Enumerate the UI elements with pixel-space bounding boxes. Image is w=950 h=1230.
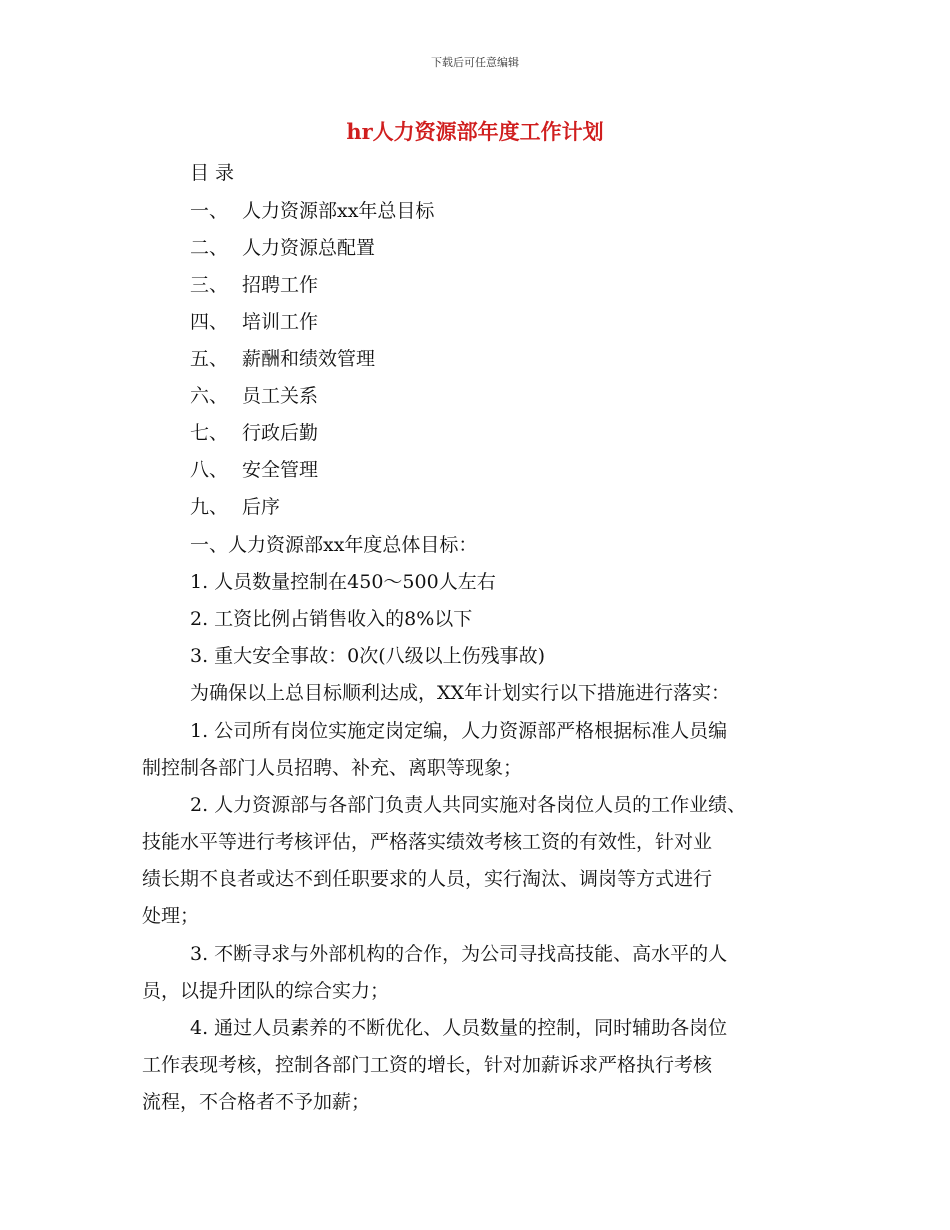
toc-item-text: 人力资源总配置	[242, 237, 376, 259]
measure-line: 流程，不合格者不予加薪；	[142, 1091, 371, 1113]
page-header-note: 下载后可任意编辑	[431, 56, 519, 69]
toc-item-text: 人力资源部xx年总目标	[242, 200, 435, 222]
toc-heading: 目 录	[190, 162, 235, 184]
measures-intro: 为确保以上总目标顺利达成，XX年计划实行以下措施进行落实：	[190, 682, 731, 704]
goal-item: 1. 人员数量控制在450～500人左右	[190, 571, 496, 593]
toc-item	[190, 421, 318, 445]
measure-line: 员，以提升团队的综合实力；	[142, 980, 390, 1002]
toc-item	[190, 458, 318, 482]
measure-line: 处理；	[142, 905, 200, 927]
toc-item-text: 员工关系	[242, 385, 319, 407]
measure-line: 2. 人力资源部与各部门负责人共同实施对各岗位人员的工作业绩、	[190, 794, 747, 816]
toc-item-number: 三、	[190, 274, 229, 296]
toc-item-number: 一、	[190, 200, 229, 222]
measure-line: 制控制各部门人员招聘、补充、离职等现象；	[142, 757, 523, 779]
section-heading: 一、人力资源部xx年度总体目标：	[190, 534, 478, 556]
toc-item	[190, 384, 318, 408]
document-title: hr人力资源部年度工作计划	[346, 119, 604, 144]
measure-line: 技能水平等进行考核评估，严格落实绩效考核工资的有效性，针对业	[142, 831, 713, 853]
toc-item	[190, 347, 375, 371]
goal-item: 3. 重大安全事故：0次(八级以上伤残事故)	[190, 645, 546, 667]
toc-item	[190, 495, 280, 519]
measure-line: 绩长期不良者或达不到任职要求的人员，实行淘汰、调岗等方式进行	[142, 868, 713, 890]
toc-item-number: 二、	[190, 237, 229, 259]
toc-item-text: 培训工作	[242, 311, 319, 333]
toc-item-number: 七、	[190, 422, 229, 444]
measure-line: 1. 公司所有岗位实施定岗定编，人力资源部严格根据标准人员编	[190, 720, 728, 742]
toc-item-text: 薪酬和绩效管理	[242, 348, 376, 370]
toc-item-text: 行政后勤	[242, 422, 319, 444]
measure-line: 工作表现考核，控制各部门工资的增长，针对加薪诉求严格执行考核	[142, 1054, 713, 1076]
toc-item	[190, 199, 434, 223]
measure-line: 3. 不断寻求与外部机构的合作，为公司寻找高技能、高水平的人	[190, 943, 728, 965]
goal-item: 2. 工资比例占销售收入的8%以下	[190, 608, 473, 630]
toc-item-number: 四、	[190, 311, 229, 333]
toc-item-text: 后序	[242, 496, 281, 518]
toc-item-text: 安全管理	[242, 459, 319, 481]
toc-item-number: 八、	[190, 459, 229, 481]
toc-item	[190, 236, 375, 260]
toc-item-number: 六、	[190, 385, 229, 407]
toc-item	[190, 273, 318, 297]
toc-item	[190, 310, 318, 334]
measure-line: 4. 通过人员素养的不断优化、人员数量的控制，同时辅助各岗位	[190, 1017, 728, 1039]
toc-item-number: 五、	[190, 348, 229, 370]
toc-item-text: 招聘工作	[242, 274, 319, 296]
toc-item-number: 九、	[190, 496, 229, 518]
